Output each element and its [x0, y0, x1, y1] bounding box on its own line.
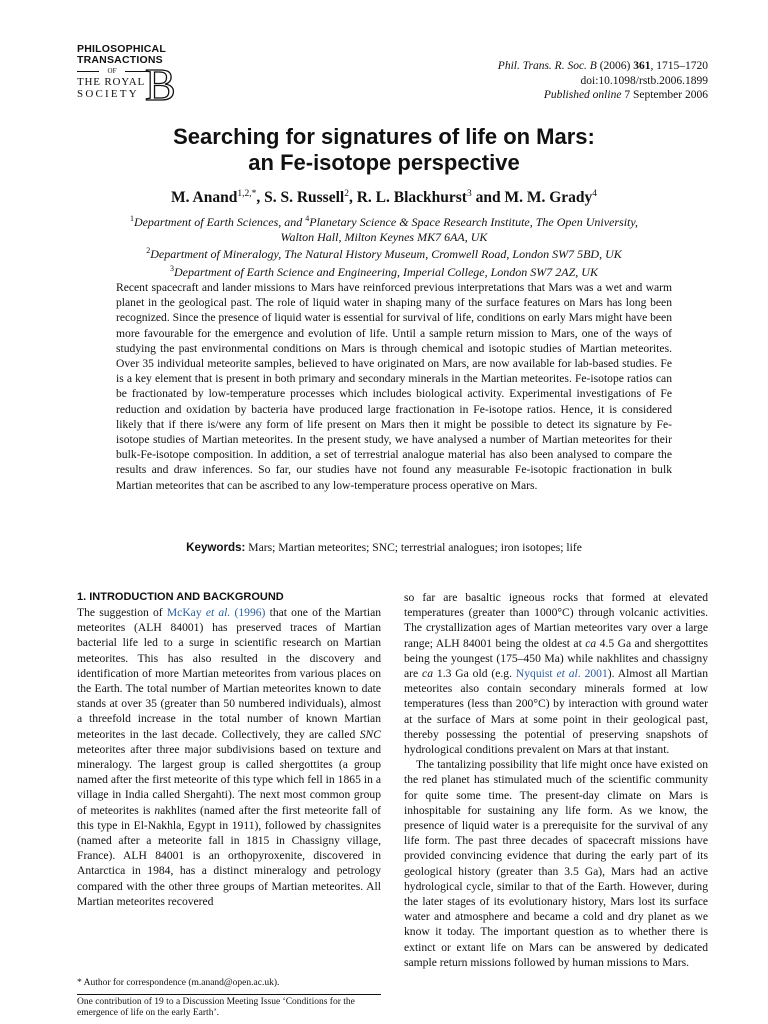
affil-marker-3: 3 — [170, 263, 175, 273]
affiliation-1-4 — [60, 212, 708, 230]
section-heading: 1. INTRODUCTION AND BACKGROUND — [77, 591, 284, 603]
footnote-correspondence: * Author for correspondence (m.anand@open.ac.uk). — [77, 978, 280, 988]
p1-text-d: hergottites (a group named after the first meteorite of this type which fell in 1865 in a village in India called Shergahti). The next most common group of meteorites is — [77, 758, 381, 817]
ref-mckay-year: (1996) — [230, 606, 266, 619]
body-column-left — [77, 590, 381, 909]
logo-line-transactions: TRANSACTIONS — [77, 54, 163, 66]
logo-line-of: OF — [77, 67, 147, 75]
p1-s-initial: s — [279, 758, 285, 772]
logo-line-philosophical: PHILOSOPHICAL — [77, 43, 166, 55]
journal-pages: , 1715–1720 — [650, 60, 708, 72]
body-paragraph-2: The tantalizing possibility that life might once have existed on the red planet has stimulated much of the scientific community for quite some time. The present-day climate on Mars is inhospitable for sustaining any life form. As we know, the presence of liquid water is a prerequisite for the survival of any life form. The past three decades of spacecraft missions have provided convincing evidence that during the early part of its geological history (greater than 3.5 Ga), Mars had an active hydrological cycle, similar to that of the Earth. However, during the later stages of its evolutionary history, Mars lost its surface water and atmosphere and became a cold and dry planet as we know it today. The important question as to whether there is extinct or extant life on Mars can be answered by dedicated sample return missions followed by human missions to Mars. — [404, 758, 708, 969]
body-paragraph-1-cont — [404, 590, 708, 757]
title-line-1: Searching for signatures of life on Mars: — [173, 124, 595, 149]
p1-snc: SNC — [359, 727, 381, 741]
reference-link-mckay[interactable] — [167, 606, 266, 619]
doi: doi:10.1098/rstb.2006.1899 — [580, 74, 708, 87]
title-line-2: an Fe-isotope perspective — [248, 150, 520, 175]
paper-title — [60, 124, 708, 176]
ref-mckay-name: McKay — [166, 606, 206, 619]
journal-year: (2006) — [596, 60, 634, 72]
keywords — [60, 541, 708, 555]
p1-text-f: hassignites (named after a meteorite fall in 1815 in Chassigny village, France). ALH 84001 is an orthopyroxenite, discovered in Antarctica in 1984, has a distinct mineralogy and petrology compared with the other three groups of Martian meteorites. All Martian meteorites recovered — [77, 818, 381, 908]
p1-text-a: The suggestion of — [77, 606, 167, 619]
author-anand-affil: 1,2,* — [237, 189, 257, 199]
r1-text-a: so far are basaltic igneous rocks that formed at elevated temperatures (greater than 1000°C) through volcanic activities. The crystallization ages of Martian meteorites vary over a large range; ALH 84001 being the oldest at — [404, 591, 708, 650]
logo-line-the-royal: THE ROYAL — [77, 76, 146, 88]
affil-marker-4: 4 — [305, 214, 310, 223]
author-blackhurst-affil: 3 — [466, 189, 472, 199]
affil-text-2: Department of Mineralogy, The Natural History Museum, Cromwell Road, London SW7 5BD, UK — [150, 247, 622, 261]
ref-nyquist-etal: et al — [556, 667, 578, 681]
published-line — [498, 88, 708, 103]
journal-volume: 361 — [633, 60, 651, 72]
p1-text-b: that one of the Martian meteorites (ALH 84001) has preserved traces of Martian bacterial life led to a surge in scientific research on Martian meteorites. This has also resulted in the discovery and identification of more Martian meteorites from various places on the Earth. The total number of Martian meteorites known to date stands at over 35 (greater than 50 numbered individuals), almost a threefold increase in the total number of known Martian meteorites in the last decade. Collectively, they are called — [77, 606, 382, 741]
ref-nyquist-year: . 2001 — [577, 667, 608, 681]
footnote-contribution: One contribution of 19 to a Discussion Meeting Issue ‘Conditions for the emergence of life on the early Earth’. — [77, 994, 381, 1019]
affiliation-2 — [60, 244, 708, 262]
society-logo — [77, 43, 187, 110]
p1-n-initial: n — [154, 803, 161, 817]
r1-text-d: ). Almost all Martian meteorites also contain secondary minerals formed at low temperatures (less than 200°C) by interaction with ground water at the surface of Mars at some point in their geological past, thereby possessing the potential of preserving snapshots of hydrological conditions prevalent on Mars at that instant. — [404, 667, 708, 757]
body-paragraph-1 — [77, 605, 381, 909]
author-grady-affil: 4 — [592, 189, 598, 199]
affil-text-3: Department of Earth Science and Engineering, Imperial College, London SW7 2AZ, UK — [174, 264, 598, 279]
affil-text-1: Department of Earth Sciences, and — [133, 215, 306, 229]
author-list — [60, 185, 708, 207]
journal-metadata — [498, 59, 708, 103]
logo-series-letter: B — [145, 59, 176, 110]
affil-marker-2: 2 — [146, 246, 151, 255]
author-blackhurst: , R. L. Blackhurst — [348, 189, 467, 207]
author-russell-affil: 2 — [344, 189, 349, 199]
citation-line — [498, 59, 708, 74]
affiliation-1-address: Walton Hall, Milton Keynes MK7 6AA, UK — [280, 229, 488, 244]
r1-ca-1: ca — [585, 636, 597, 650]
r1-text-b: 4.5 Ga and shergottites being the youngest (175–450 Ma) while nakhlites and chassigny are — [404, 636, 708, 681]
author-russell: , S. S. Russell — [256, 189, 345, 207]
r1-text-c: 1.3 Ga old (e.g. — [433, 667, 516, 681]
r1-ca-2: ca — [422, 667, 433, 681]
abstract: Recent spacecraft and lander missions to Mars have reinforced previous interpretations that Mars was a wet and warm planet in the geological past. The role of liquid water in shaping many of the surface features on Mars has long been recognized. Since the presence of liquid water is essential for survival of life, conditions on early Mars might have been more favourable for the emergence and evolution of life. Until a sample return mission to Mars, one of the ways of studying the past environmental conditions on Mars is through chemical and isotopic studies of Martian meteorites. Over 35 individual meteorite samples, believed to have originated on Mars, are now available for lab-based studies. Fe is a key element that is present in both primary and secondary minerals in the Martian meteorites. Fe-isotope ratios can be fractionated by low-temperature processes which includes biological activity. Experimental investigations of Fe reduction and oxidation by bacteria have produced large fractionation in Fe-isotope ratios. Hence, it is considered likely that if there is/were any form of life present on Mars then it might be possible to detect its signature by Fe-isotope studies of Martian meteorites. In the present study, we have analysed a number of Martian meteorites for their bulk-Fe-isotope composition. In addition, a set of terrestrial analogue material has also been analysed to compare the results and draw inferences. So far, our studies have not found any measurable Fe-isotopic fractionation in bulk Martian meteorites that can be ascribed to any low-temperature process operative on Mars. — [116, 281, 673, 492]
p1-c-initial: c — [324, 818, 331, 832]
keywords-text: Mars; Martian meteorites; SNC; terrestrial analogues; iron isotopes; life — [245, 541, 582, 554]
body-column-right — [404, 590, 708, 970]
logo-line-society: SOCIETY — [77, 88, 139, 100]
reference-link-nyquist[interactable] — [516, 667, 608, 680]
author-anand: M. Anand — [170, 189, 238, 207]
author-grady: and M. M. Grady — [471, 189, 593, 207]
published-date: 7 September 2006 — [621, 89, 708, 101]
ref-nyquist-name: Nyquist — [515, 667, 557, 681]
p1-text-c: meteorites after three major subdivisions based on texture and mineralogy. The largest group is called — [77, 742, 381, 772]
affil-marker-1: 1 — [129, 214, 134, 223]
published-label: Published online — [543, 89, 622, 101]
affiliation-3 — [60, 262, 708, 280]
keywords-label: Keywords: — [186, 541, 246, 554]
affiliations — [60, 212, 708, 279]
ref-mckay-etal: et al. — [205, 606, 231, 619]
p1-text-e: akhlites (named after the first meteorite fall of this type in El-Nakhla, Egypt in 1911), followed by — [77, 803, 382, 832]
affil-text-4: Planetary Science & Space Research Institute, The Open University, — [309, 215, 639, 229]
journal-name: Phil. Trans. R. Soc. B — [497, 60, 597, 72]
